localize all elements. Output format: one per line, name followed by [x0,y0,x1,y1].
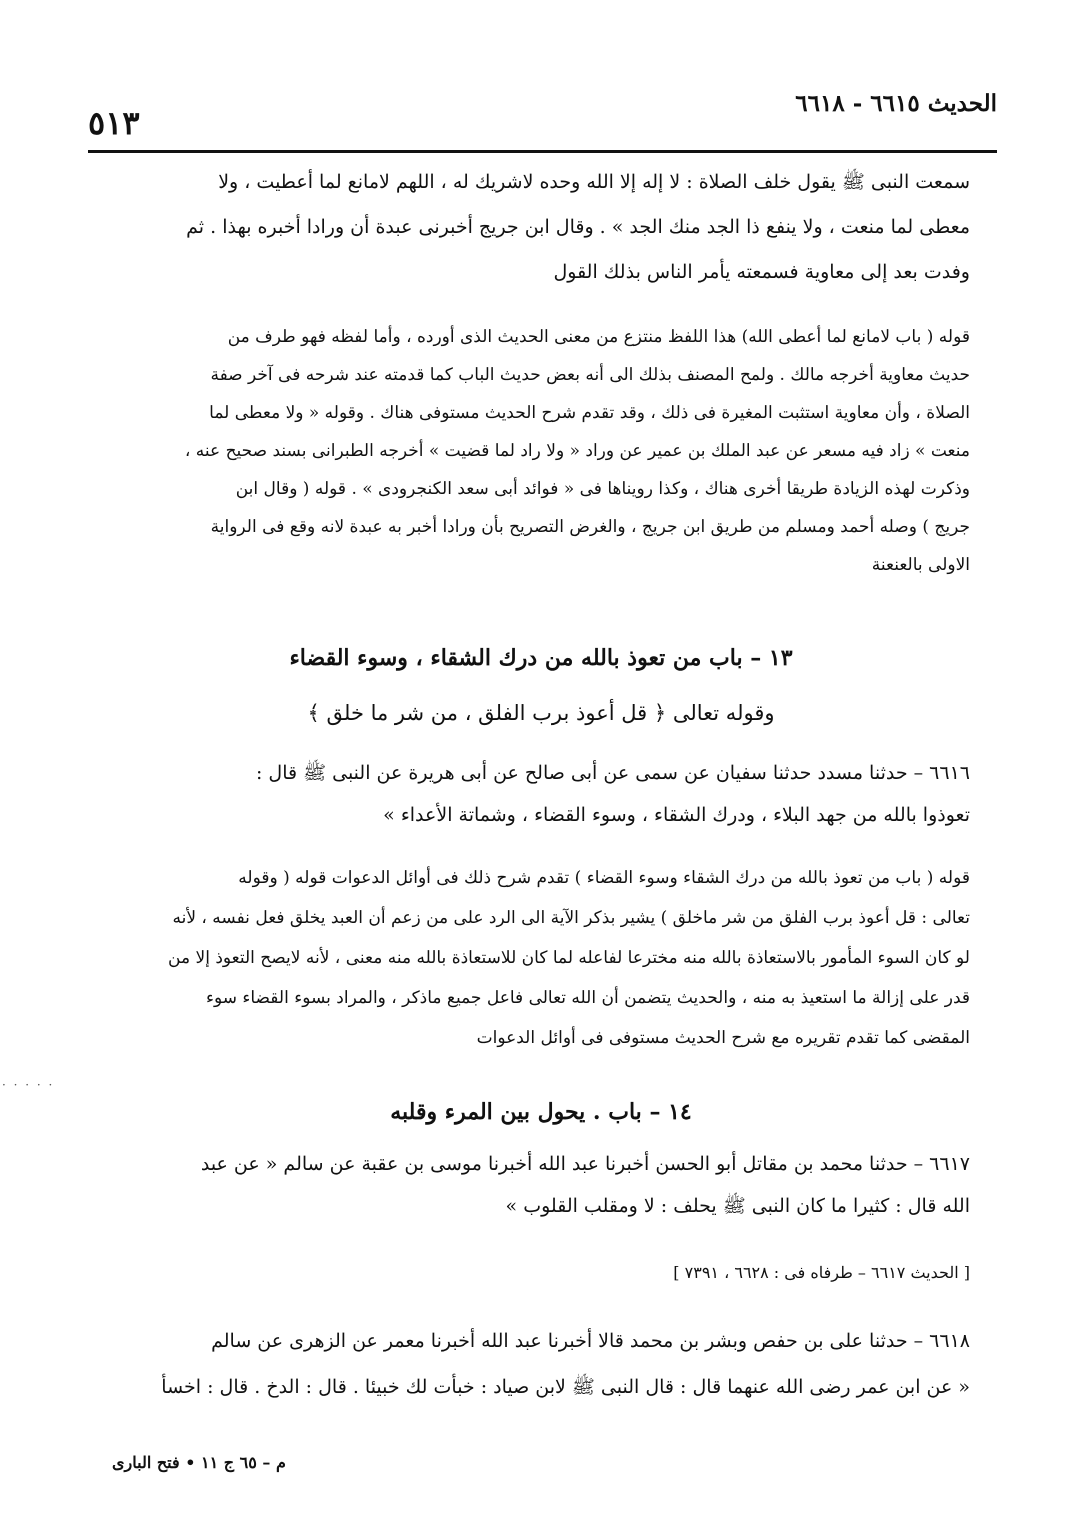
text-line: الاولى بالعنعنة [871,555,970,575]
text-line: وفدت بعد إلى معاوية فسمعته يأمر الناس بذلك القول [553,261,970,283]
page-footer [112,1448,362,1478]
text-line: ٦٦١٧ – حدثنا محمد بن مقاتل أبو الحسن أخبرنا عبد الله أخبرنا موسى بن عقبة عن سالم « عن عبد [200,1153,970,1175]
text-line: ٦٦١٨ – حدثنا على بن حفص وبشر بن محمد قالا أخبرنا عبد الله أخبرنا معمر عن الزهرى عن سالم [211,1330,970,1352]
header-rule [88,150,997,153]
text-line: المقضى كما تقدم تقريره مع شرح الحديث مستوفى فى أوائل الدعوات [476,1028,970,1048]
text-line: قدر على إزالة ما استعيذ به منه ، والحديث يتضمن أن الله تعالى فاعل جميع ماذكر ، والمراد بسوء القضاء سوء [205,988,970,1008]
chapter-13-verse [200,693,882,733]
page-header [88,86,997,148]
cross-reference: [ الحديث ٦٦١٧ – طرفاه فى : ٦٦٢٨ ، ٧٣٩١ ] [673,1263,970,1282]
page-number: ٥١٣ [88,104,140,142]
chapter-heading: ١٣ – باب من تعوذ بالله من درك الشقاء ، وسوء القضاء [289,645,793,671]
text-line: معطى لما منعت ، ولا ينفع ذا الجد منك الجد » . وقال ابن جريج أخبرنى عبدة أن ورادا أخبره بهذا . ثم [186,216,970,238]
text-line: لو كان السوء المأمور بالاستعاذة بالله منه مخترعا لفاعله لما كان للاستعاذة بالله منه معنى ، لأنه لايصح التعوذ إلا من [168,948,970,968]
chapter-heading: ١٤ – باب . يحول بين المرء وقلبه [390,1099,692,1125]
text-line: تعالى : قل أعوذ برب الفلق من شر ماخلق ) يشير بذكر الآية الى الرد على من زعم أن العبد يخلق فعل نفسه ، لأنه [172,908,970,928]
text-line: حديث معاوية أخرجه مالك . ولمح المصنف بذلك الى أنه بعض حديث الباب كما قدمته عند شرحه فى آخر صفة [210,365,970,385]
text-line: وذكرت لهذه الزيادة طريقا أخرى هناك ، وكذا رويناها فى « فوائد أبى سعد الكنجرودى » . قوله ( وقال ابن [235,479,970,499]
text-line: ٦٦١٦ – حدثنا مسدد حدثنا سفيان عن سمى عن أبى صالح عن أبى هريرة عن النبى ﷺ قال : [255,762,970,784]
hadith-6617-reference [500,1255,970,1291]
commentary-1 [100,318,970,584]
commentary-2 [112,858,970,1058]
text-line: الله قال : كثيرا ما كان النبى ﷺ يحلف : لا ومقلب القلوب » [505,1195,970,1217]
chapter-14-title [200,1092,882,1132]
hadith-6618-text [112,1318,970,1410]
text-line: الصلاة ، وأن معاوية استثبت المغيرة فى ذلك ، وقد تقدم شرح الحديث مستوفى هناك . وقوله « ولا معطى لما [209,403,970,423]
hadith-6617-text [112,1143,970,1227]
text-line: تعوذوا بالله من جهد البلاء ، ودرك الشقاء ، وسوء القضاء ، وشماتة الأعداء » [383,804,970,826]
hadith-6616-text [112,752,970,836]
text-line: جريج ) وصله أحمد ومسلم من طريق ابن جريج ، والغرض التصريح بأن ورادا أخبر به عبدة لانه وقع فى الرواية [210,517,970,537]
margin-specks: · · · · · [2,1078,55,1092]
quran-verse: وقوله تعالى ﴿ قل أعوذ برب الفلق ، من شر ما خلق ﴾ [307,701,775,725]
footer-signature: م – ٦٥ ج ١١ • فتح البارى [112,1453,286,1472]
text-line: سمعت النبى ﷺ يقول خلف الصلاة : لا إله إلا الله وحده لاشريك له ، اللهم لامانع لما أعطيت ، ولا [218,171,970,193]
text-line: « عن ابن عمر رضى الله عنهما قال : قال النبى ﷺ لابن صياد : خبأت لك خبيئا . قال : الدخ . قال : اخسأ [161,1376,970,1398]
hadith-6615-text [112,160,970,295]
text-line: منعت » زاد فيه مسعر عن عبد الملك بن عمير عن وراد « ولا راد لما قضيت » أخرجه الطبرانى بسند صحيح عنه ، [184,441,970,461]
text-line: قوله ( باب من تعوذ بالله من درك الشقاء وسوء القضاء ) تقدم شرح ذلك فى أوائل الدعوات قوله ( وقوله [238,868,970,888]
chapter-13-title [150,638,932,678]
text-line: قوله ( باب لامانع لما أعطى الله) هذا اللفظ منتزع من معنى الحديث الذى أورده ، وأما لفظه فهو طرف من [227,327,970,347]
header-hadith-range: الحديث ٦٦١٥ - ٦٦١٨ [795,90,997,117]
